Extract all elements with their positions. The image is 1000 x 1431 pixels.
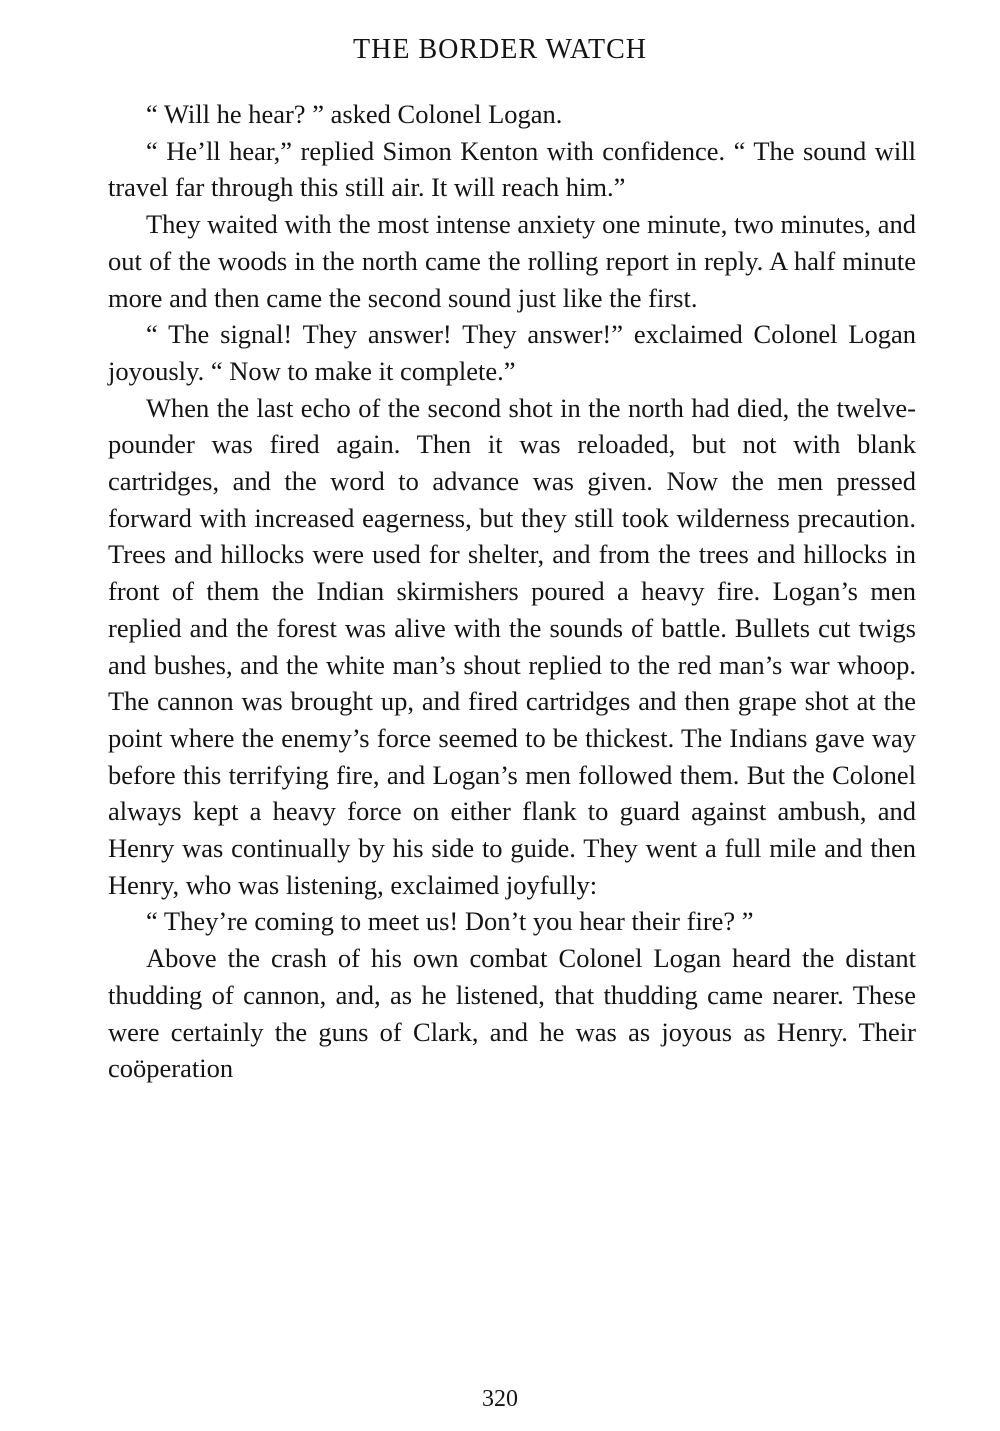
paragraph: “ Will he hear? ” asked Colonel Logan. xyxy=(146,99,563,129)
paragraph: They waited with the most intense anxiety one minute, two minutes, and out of the woods in the north came the rolling report in reply. A half minute more and then came the second sound just like the first. xyxy=(108,209,916,313)
paragraph: “ They’re coming to meet us! Don’t you hear their fire? ” xyxy=(146,906,754,937)
paragraph: “ The signal! They answer! They answer!” exclaimed Colonel Logan joyously. “ Now to make it complete.” xyxy=(108,319,916,386)
running-head: THE BORDER WATCH xyxy=(353,34,647,65)
page-number: 320 xyxy=(482,1386,518,1412)
paragraph: Above the crash of his own combat Colonel Logan heard the distant thudding of cannon, and, as he listened, that thudding came nearer. These were certainly the guns of Clark, and he was as joyous as Henry. Their coöperation xyxy=(108,943,916,1084)
paragraph: “ He’ll hear,” replied Simon Kenton with confidence. “ The sound will travel far through this still air. It will reach him.” xyxy=(108,135,916,203)
body-text xyxy=(108,96,916,1087)
paragraph: When the last echo of the second shot in the north had died, the twelve-pounder was fired again. Then it was reloaded, but not with blank cartridges, and the word to advance was given. Now the men pressed forward with increased eagerness, but they still took wilderness precaution. Trees and hillocks were used for shelter, and from the trees and hillocks in front of them the Indian skirmishers poured a heavy fire. Logan’s men replied and the forest was alive with the sounds of battle. Bullets cut twigs and bushes, and the white man’s shout replied to the red man’s war whoop. The cannon was brought up, and fired cartridges and then grape shot at the point where the enemy’s force seemed to be thickest. The Indians gave way before this terrifying fire, and Logan’s men followed them. But the Colonel always kept a heavy force on either flank to guard against ambush, and Henry was continually by his side to guide. They went a full mile and then Henry, who was listening, exclaimed joyfully: xyxy=(108,392,916,900)
